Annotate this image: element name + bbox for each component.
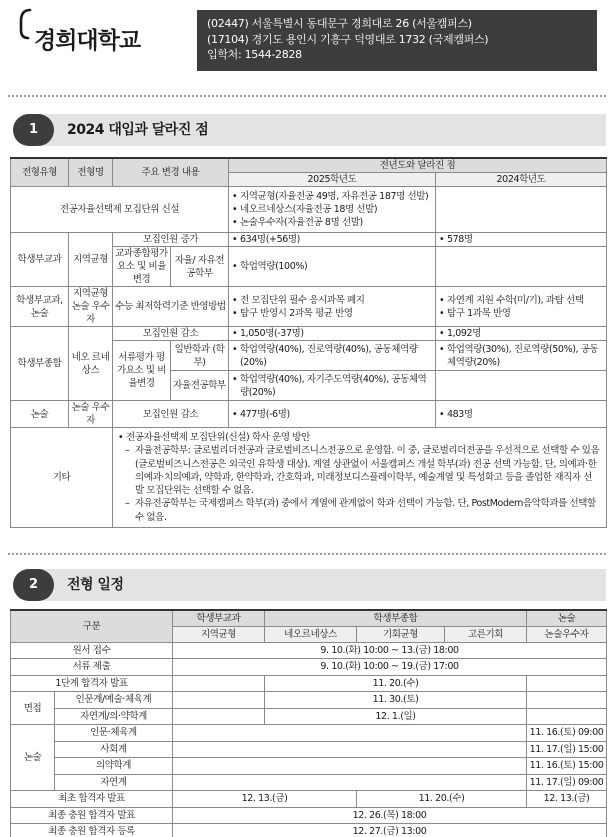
th-nonsul-woosu: 논술우수자 (527, 626, 607, 642)
section-2-header (13, 569, 606, 601)
row-value: 12. 26.(목) 18:00 (173, 807, 607, 824)
value-2024: • 자연계 지원 수학(미/기), 과탐 선택 (438, 294, 604, 307)
row-value: 12. 13.(금) (527, 791, 607, 808)
value-2024: • 1,092명 (438, 327, 604, 340)
value-2024: • 학업역량(30%), 진로역량(50%), 공동체역량(20%) (438, 343, 604, 369)
type-gyogwa-nonsul: 학생부교과, 논술 (11, 287, 69, 327)
row-value: 12. 13.(금) (173, 791, 357, 808)
dotted-divider (8, 95, 606, 97)
section-number: 1 (13, 114, 54, 146)
change-major-dept: 자율/ 자유전공학부 (171, 247, 229, 287)
type-nonsul: 논술 (11, 401, 69, 428)
change-decrease: 모집인원 감소 (113, 401, 229, 428)
address-global: (17104) 경기도 용인시 기흥구 덕영대로 1732 (국제캠퍼스) (207, 32, 489, 46)
value-2025: • 학업역량(40%), 진로역량(40%), 공동체역량(20%) (231, 343, 433, 369)
row-major-select-label: 전공자율선택제 모집단위 신설 (11, 187, 229, 233)
th-jonghap: 학생부종합 (265, 610, 527, 626)
value-2025: • 477명(-6명) (231, 408, 433, 421)
row-value: 11. 30.(토) (265, 692, 527, 709)
th-2024: 2024학년도 (436, 173, 607, 187)
section-number: 2 (13, 569, 54, 601)
row-label: 의약학계 (55, 758, 173, 775)
section-title: 전형 일정 (67, 577, 124, 593)
row-group-label: 면접 (11, 692, 55, 725)
th-jiyeok: 지역균형 (173, 626, 265, 642)
section-1-header (13, 114, 606, 146)
th-2025: 2025학년도 (229, 173, 436, 187)
row-value: 11. 17.(일) 15:00 (527, 741, 607, 758)
name-nonsul-woosu: 논술 우수자 (69, 401, 113, 428)
name-neo: 네오 르네상스 (69, 327, 113, 401)
row-value: 11. 20.(수) (265, 675, 527, 692)
change-increase: 모집인원 증가 (113, 233, 229, 247)
row-value: 12. 1.(일) (265, 708, 527, 725)
change-csat-minimum: 수능 최저학력기준 반영방법 (113, 287, 229, 327)
value-2025: • 634명(+56명) (231, 233, 433, 246)
change-doc-eval: 서류평가 평가요소 및 비율변경 (113, 341, 171, 401)
row-value: 9. 10.(화) 10:00 ~ 13.(금) 18:00 (173, 642, 607, 659)
value-2025: • 전 모집단위 필수 응시과목 폐지 (231, 294, 433, 307)
section-title: 2024 대입과 달라진 점 (67, 122, 209, 138)
address-seoul: (02447) 서울특별시 동대문구 경희대로 26 (서울캠퍼스) (207, 17, 472, 30)
type-jonghap: 학생부종합 (11, 327, 69, 401)
th-name: 전형명 (69, 158, 113, 187)
row-label: 최종 충원 합격자 등록 (11, 824, 173, 837)
change-autonomous-dept: 자율전공학부 (171, 371, 229, 401)
th-neo: 네오르네상스 (265, 626, 357, 642)
row-value: 12. 27.(금) 13:00 (173, 824, 607, 837)
row-label: 인문계/예술·체육계 (55, 692, 173, 709)
value-2025: • 1,050명(-37명) (231, 327, 433, 340)
row-label: 최종 충원 합격자 발표 (11, 807, 173, 824)
etc-note-free-major: – 자유전공학부는 국제캠퍼스 학부(과) 중에서 계열에 관계없이 학과 선택이 가능함. 단, PostModern음악학과를 선택할 수 없음. (117, 497, 600, 523)
admission-phone: 입학처: 1544-2828 (207, 48, 302, 61)
change-general-dept: 일반학과 (학부) (171, 341, 229, 371)
row-label: 사회계 (55, 741, 173, 758)
value-2025: • 학업역량(100%) (231, 260, 433, 273)
row-major-select-2025: • 지역균형(자율전공 49명, 자유전공 187명 선발) • 네오르네상스(자율전공 18명 선발) • 논술우수자(자율전공 8명 선발) (231, 190, 433, 229)
value-2024: • 탐구 1과목 반영 (438, 307, 604, 320)
university-logo-icon (17, 8, 35, 40)
row-label: 자연계 (55, 774, 173, 791)
value-2024: • 578명 (438, 233, 604, 246)
th-gubun: 구분 (11, 610, 173, 642)
th-change: 주요 변경 내용 (113, 158, 229, 187)
th-diff: 전년도와 달라진 점 (229, 158, 607, 173)
row-value: 11. 17.(일) 09:00 (527, 774, 607, 791)
changes-table (10, 157, 607, 528)
type-gyogwa: 학생부교과 (11, 233, 69, 287)
row-group-label: 논술 (11, 725, 55, 791)
row-label: 서류 제출 (11, 659, 173, 676)
row-label: 원서 접수 (11, 642, 173, 659)
dotted-divider (8, 553, 606, 555)
th-type: 전형유형 (11, 158, 69, 187)
schedule-table (10, 609, 607, 837)
change-eval-element: 교과종합평가요소 및 비율변경 (113, 247, 171, 287)
name-jiyeok: 지역균형 (69, 233, 113, 287)
row-label: 자연계/의·약학계 (55, 708, 173, 725)
row-value: 11. 16.(토) 15:00 (527, 758, 607, 775)
row-value: 9. 10.(화) 10:00 ~ 19.(금) 17:00 (173, 659, 607, 676)
value-2025: • 탐구 반영시 2과목 평균 반영 (231, 307, 433, 320)
row-value: 11. 16.(토) 09:00 (527, 725, 607, 742)
name-jiyeok-nonsul: 지역균형 논술 우수자 (69, 287, 113, 327)
etc-label: 기타 (11, 428, 113, 528)
th-gyogwa: 학생부교과 (173, 610, 265, 626)
row-value: 11. 20.(수) (357, 791, 527, 808)
th-nonsul: 논술 (527, 610, 607, 626)
row-label: 인문·체육계 (55, 725, 173, 742)
change-decrease: 모집인원 감소 (113, 327, 229, 341)
th-gihoe: 기회균형 (357, 626, 445, 642)
etc-main-note: • 전공자율선택제 모집단위(신설) 학사 운영 방안 (117, 431, 600, 444)
row-label: 최초 합격자 발표 (11, 791, 173, 808)
value-2024: • 483명 (438, 408, 604, 421)
university-name: 경희대학교 (34, 28, 141, 54)
address-box (197, 10, 597, 71)
row-label: 1단계 합격자 발표 (11, 675, 173, 692)
etc-note-autonomous: – 자율전공학부: 글로벌리더전공과 글로벌비즈니스전공으로 운영함. 이 중, 글로벌리더전공을 우선적으로 선택할 수 있음(글로벌비즈니스전공은 외국인 유학생 대상). 계열 상관없이 서울캠퍼스 개설 학부(과) 전공 선택 가능함. 단, 의예과·한의예과·치의예과, 약학과, 한약학과, 간호학과, 미래정보디스플레이학부, 예술계열 및 특성화고 등을 졸업한 재직자 선발 모집단위는 선택할 수 없음. (117, 444, 600, 497)
value-2025: • 학업역량(40%), 자기주도역량(40%), 공동체역량(20%) (231, 373, 433, 399)
th-goreun: 고른기회 (445, 626, 527, 642)
